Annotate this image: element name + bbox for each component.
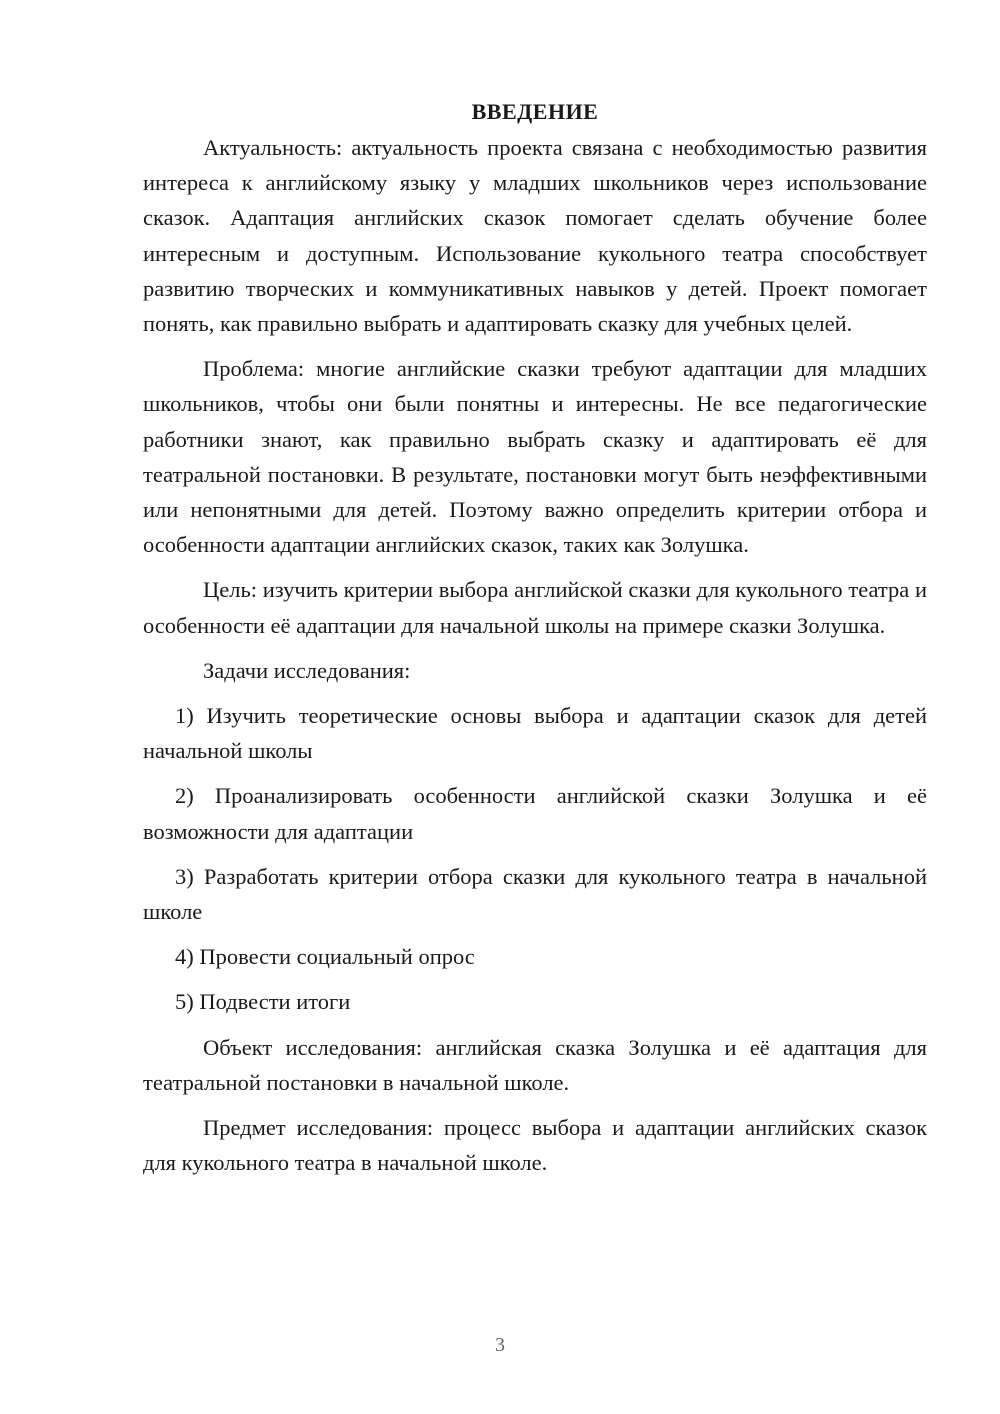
- page-title: ВВЕДЕНИЕ: [471, 99, 599, 124]
- page-number: 3: [495, 1334, 505, 1356]
- task-item-1: 1) Изучить теоретические основы выбора и адаптации сказок для детей начальной школы: [143, 703, 927, 764]
- document-page: [143, 96, 927, 1190]
- relevance-paragraph: Актуальность: актуальность проекта связана с необходимостью развития интереса к английскому языку у младших школьников через использование сказок. Адаптация английских сказок помогает сделать обучение более интересным и доступным. Использование кукольного театра способствует развитию творческих и коммуникативных навыков у детей. Проект помогает понять, как правильно выбрать и адаптировать сказку для учебных целей.: [143, 135, 927, 337]
- task-item-2: 2) Проанализировать особенности английской сказки Золушка и её возможности для адаптации: [143, 783, 927, 844]
- problem-paragraph: Проблема: многие английские сказки требуют адаптации для младших школьников, чтобы они были понятны и интересны. Не все педагогические работники знают, как правильно выбрать сказку и адаптировать её для театральной постановки. В результате, постановки могут быть неэффективными или непонятными для детей. Поэтому важно определить критерии отбора и особенности адаптации английских сказок, таких как Золушка.: [143, 356, 927, 558]
- subject-paragraph: Предмет исследования: процесс выбора и адаптации английских сказок для кукольного театра в начальной школе.: [143, 1115, 927, 1176]
- task-item-3: 3) Разработать критерии отбора сказки для кукольного театра в начальной школе: [143, 863, 927, 925]
- task-item-4: 4) Провести социальный опрос: [175, 944, 475, 970]
- goal-paragraph: Цель: изучить критерии выбора английской сказки для кукольного театра и особенности её адаптации для начальной школы на примере сказки Золушка.: [143, 577, 927, 638]
- task-item-5: 5) Подвести итоги: [175, 989, 351, 1015]
- tasks-heading: Задачи исследования:: [203, 657, 411, 683]
- object-paragraph: Объект исследования: английская сказка Золушка и её адаптация для театральной постановки в начальной школе.: [143, 1034, 927, 1095]
